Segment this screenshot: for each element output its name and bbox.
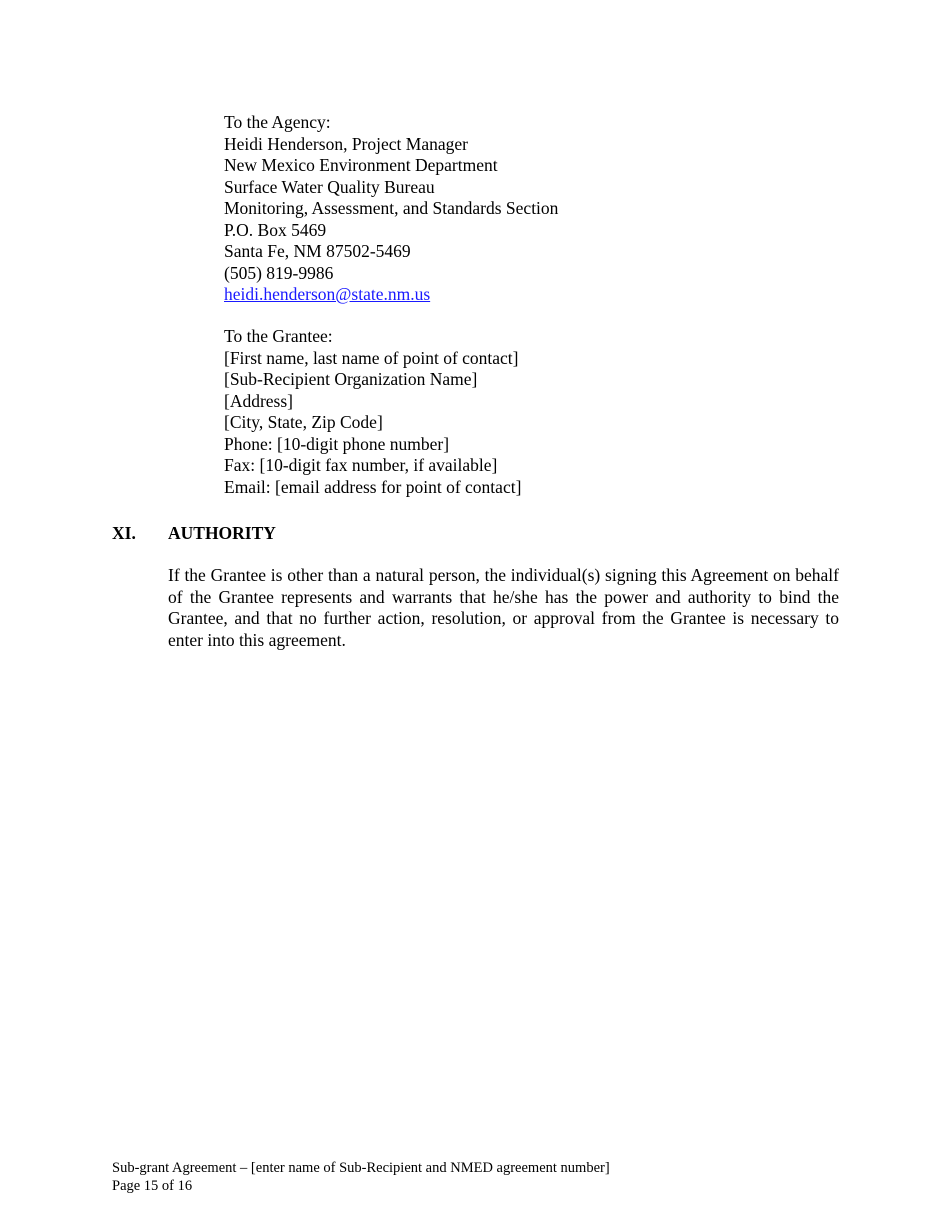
agency-city-state-zip: Santa Fe, NM 87502-5469: [224, 241, 411, 261]
page-footer: [112, 1160, 610, 1195]
grantee-heading: To the Grantee:: [224, 326, 333, 346]
grantee-phone: Phone: [10-digit phone number]: [224, 433, 450, 454]
grantee-contact-block: [224, 326, 784, 498]
agency-contact-block: [224, 112, 784, 306]
grantee-organization: [Sub-Recipient Organization Name]: [224, 369, 478, 389]
section-title: AUTHORITY: [168, 523, 276, 543]
grantee-address: [Address]: [224, 390, 294, 411]
agency-section: Monitoring, Assessment, and Standards Section: [224, 198, 559, 218]
footer-page-number: Page 15 of 16: [112, 1177, 193, 1194]
section-number: XI.: [112, 523, 136, 543]
section-heading: [112, 522, 276, 544]
agency-department: New Mexico Environment Department: [224, 155, 498, 175]
grantee-city-state-zip: [City, State, Zip Code]: [224, 412, 383, 432]
grantee-contact: [First name, last name of point of contact]: [224, 347, 519, 368]
footer-agreement-title: Sub-grant Agreement – [enter name of Sub-Recipient and NMED agreement number]: [112, 1160, 610, 1176]
agency-name-title: Heidi Henderson, Project Manager: [224, 133, 468, 154]
agency-po-box: P.O. Box 5469: [224, 219, 327, 240]
agency-phone: (505) 819-9986: [224, 262, 334, 283]
agency-bureau: Surface Water Quality Bureau: [224, 176, 435, 197]
agency-heading: To the Agency:: [224, 112, 331, 132]
agency-email-link[interactable]: heidi.henderson@state.nm.us: [224, 284, 431, 304]
section-body-paragraph: If the Grantee is other than a natural person, the individual(s) signing this Agreement on behalf of the Grantee represents and warrants that he/she has the power and authority to bind the Grantee, and that no further action, resolution, or approval from the Grantee is necessary to enter into this agreement.: [168, 565, 839, 650]
grantee-email: Email: [email address for point of contact]: [224, 476, 522, 497]
grantee-fax: Fax: [10-digit fax number, if available]: [224, 455, 498, 475]
